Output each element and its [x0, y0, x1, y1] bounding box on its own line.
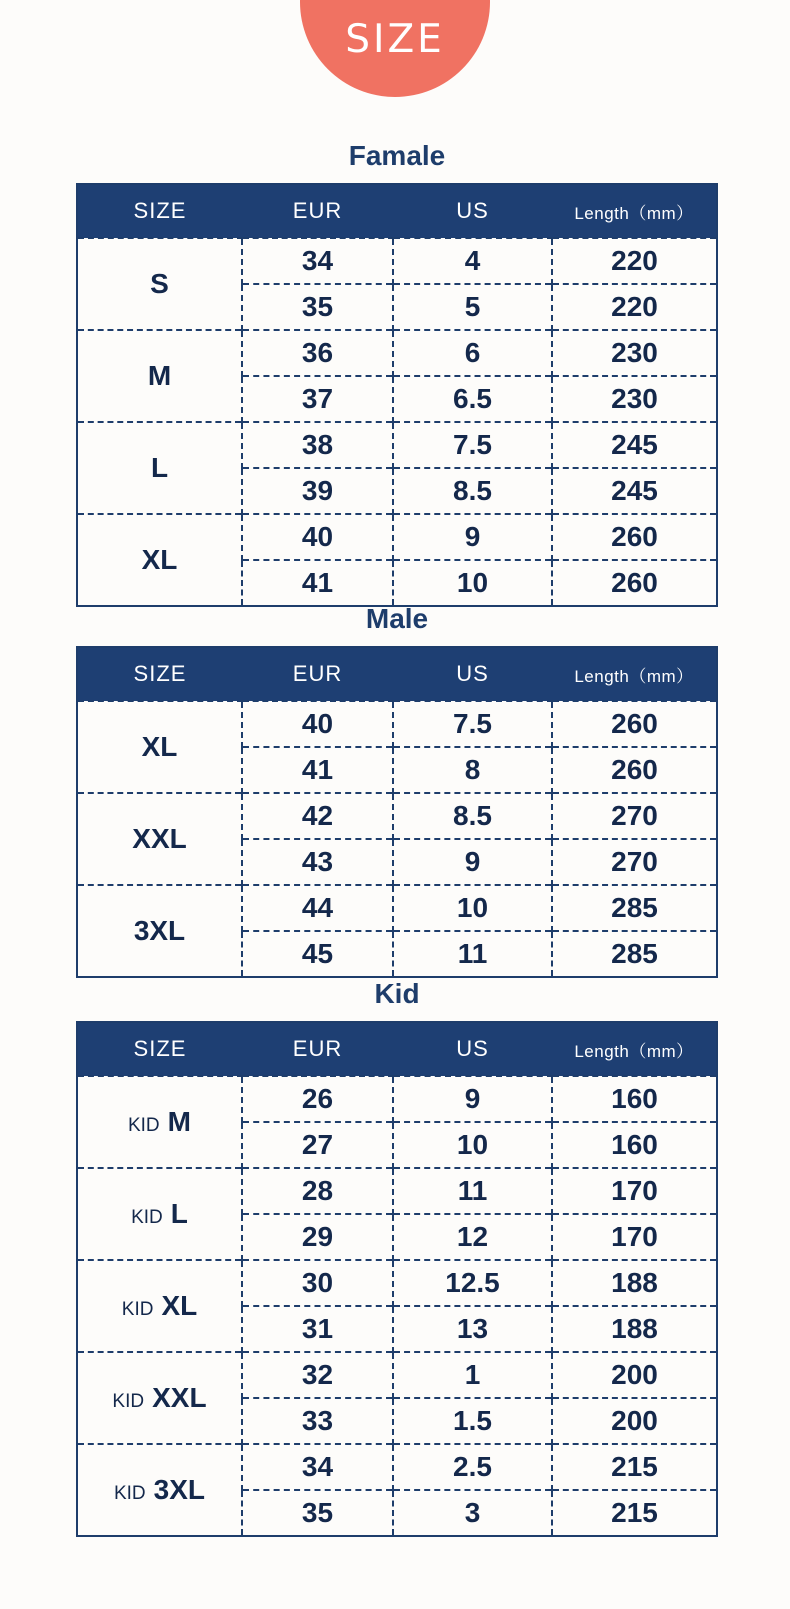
us-cell: 9: [393, 514, 552, 560]
eur-cell: 31: [242, 1306, 393, 1352]
length-cell: 270: [552, 839, 717, 885]
us-cell: 9: [393, 1076, 552, 1122]
size-label: 3XL: [153, 1474, 206, 1505]
eur-cell: 32: [242, 1352, 393, 1398]
size-prefix: KID: [127, 1115, 160, 1136]
us-cell: 8: [393, 747, 552, 793]
header-size: SIZE: [77, 1022, 242, 1076]
size-cell: [77, 793, 242, 885]
size-cell: [77, 1444, 242, 1536]
us-cell: 10: [393, 1122, 552, 1168]
length-cell: 260: [552, 747, 717, 793]
size-prefix: KID: [121, 1299, 154, 1320]
eur-cell: 37: [242, 376, 393, 422]
size-table-female: [76, 183, 718, 607]
length-cell: 285: [552, 931, 717, 977]
eur-cell: 39: [242, 468, 393, 514]
table-row: [77, 701, 717, 747]
length-cell: 230: [552, 376, 717, 422]
eur-cell: 44: [242, 885, 393, 931]
size-label: S: [150, 268, 169, 299]
size-label: XXL: [152, 1382, 207, 1413]
length-cell: 170: [552, 1214, 717, 1260]
eur-cell: 40: [242, 701, 393, 747]
eur-cell: 45: [242, 931, 393, 977]
eur-cell: 41: [242, 560, 393, 606]
eur-cell: 42: [242, 793, 393, 839]
eur-cell: 43: [242, 839, 393, 885]
header-size: SIZE: [77, 647, 242, 701]
us-cell: 9: [393, 839, 552, 885]
header-length: Length（mm）: [552, 184, 717, 238]
table-row: [77, 1444, 717, 1490]
table-row: [77, 1168, 717, 1214]
length-cell: 245: [552, 468, 717, 514]
eur-cell: 30: [242, 1260, 393, 1306]
header-us: US: [393, 184, 552, 238]
length-cell: 200: [552, 1398, 717, 1444]
eur-cell: 35: [242, 1490, 393, 1536]
eur-cell: 28: [242, 1168, 393, 1214]
header-us: US: [393, 647, 552, 701]
us-cell: 3: [393, 1490, 552, 1536]
table-row: [77, 1076, 717, 1122]
header-eur: EUR: [242, 647, 393, 701]
size-label: XXL: [132, 823, 187, 854]
us-cell: 4: [393, 238, 552, 284]
header-eur: EUR: [242, 184, 393, 238]
table-row: [77, 885, 717, 931]
table-row: [77, 330, 717, 376]
length-cell: 220: [552, 284, 717, 330]
table-row: [77, 238, 717, 284]
us-cell: 6: [393, 330, 552, 376]
eur-cell: 26: [242, 1076, 393, 1122]
eur-cell: 29: [242, 1214, 393, 1260]
section-title-male: Male: [365, 603, 429, 634]
eur-cell: 36: [242, 330, 393, 376]
table-header-row: [77, 647, 717, 701]
size-label: XL: [161, 1290, 198, 1321]
length-cell: 270: [552, 793, 717, 839]
size-cell: [77, 514, 242, 606]
size-label: M: [167, 1106, 191, 1137]
size-prefix: KID: [112, 1391, 145, 1412]
eur-cell: 34: [242, 1444, 393, 1490]
size-label: L: [150, 452, 169, 483]
table-row: [77, 1352, 717, 1398]
header-length: Length（mm）: [552, 1022, 717, 1076]
length-cell: 260: [552, 514, 717, 560]
us-cell: 5: [393, 284, 552, 330]
length-cell: 160: [552, 1076, 717, 1122]
us-cell: 7.5: [393, 701, 552, 747]
size-badge: [300, 0, 490, 97]
badge-label: SIZE: [345, 17, 445, 62]
us-cell: 10: [393, 885, 552, 931]
length-cell: 285: [552, 885, 717, 931]
table-header-row: [77, 1022, 717, 1076]
length-cell: 260: [552, 701, 717, 747]
size-label: L: [170, 1198, 188, 1229]
us-cell: 7.5: [393, 422, 552, 468]
header-size: SIZE: [77, 184, 242, 238]
length-cell: 215: [552, 1490, 717, 1536]
header-eur: EUR: [242, 1022, 393, 1076]
table-row: [77, 1260, 717, 1306]
us-cell: 1: [393, 1352, 552, 1398]
eur-cell: 34: [242, 238, 393, 284]
us-cell: 12: [393, 1214, 552, 1260]
length-cell: 188: [552, 1260, 717, 1306]
eur-cell: 35: [242, 284, 393, 330]
us-cell: 8.5: [393, 793, 552, 839]
us-cell: 8.5: [393, 468, 552, 514]
size-cell: [77, 238, 242, 330]
eur-cell: 41: [242, 747, 393, 793]
size-label: XL: [141, 544, 178, 575]
size-label: XL: [141, 731, 178, 762]
size-cell: [77, 885, 242, 977]
size-label: M: [147, 360, 172, 391]
section-title-kid: Kid: [374, 978, 420, 1009]
length-cell: 245: [552, 422, 717, 468]
length-cell: 260: [552, 560, 717, 606]
size-cell: [77, 422, 242, 514]
table-row: [77, 793, 717, 839]
size-label: 3XL: [133, 915, 186, 946]
size-prefix: KID: [131, 1207, 163, 1228]
length-cell: 215: [552, 1444, 717, 1490]
eur-cell: 33: [242, 1398, 393, 1444]
us-cell: 6.5: [393, 376, 552, 422]
table-header-row: [77, 184, 717, 238]
size-cell: [77, 701, 242, 793]
length-cell: 160: [552, 1122, 717, 1168]
eur-cell: 27: [242, 1122, 393, 1168]
size-cell: [77, 1168, 242, 1260]
us-cell: 11: [393, 931, 552, 977]
us-cell: 10: [393, 560, 552, 606]
us-cell: 12.5: [393, 1260, 552, 1306]
header-us: US: [393, 1022, 552, 1076]
length-cell: 188: [552, 1306, 717, 1352]
length-cell: 230: [552, 330, 717, 376]
table-row: [77, 422, 717, 468]
size-table-kid: [76, 1021, 718, 1537]
us-cell: 13: [393, 1306, 552, 1352]
header-length: Length（mm）: [552, 647, 717, 701]
length-cell: 170: [552, 1168, 717, 1214]
length-cell: 220: [552, 238, 717, 284]
size-cell: [77, 1076, 242, 1168]
eur-cell: 38: [242, 422, 393, 468]
size-table-male: [76, 646, 718, 978]
us-cell: 1.5: [393, 1398, 552, 1444]
length-cell: 200: [552, 1352, 717, 1398]
eur-cell: 40: [242, 514, 393, 560]
size-cell: [77, 1260, 242, 1352]
size-cell: [77, 1352, 242, 1444]
size-prefix: KID: [113, 1483, 146, 1504]
section-title-female: Famale: [348, 140, 446, 171]
size-cell: [77, 330, 242, 422]
us-cell: 11: [393, 1168, 552, 1214]
us-cell: 2.5: [393, 1444, 552, 1490]
table-row: [77, 514, 717, 560]
